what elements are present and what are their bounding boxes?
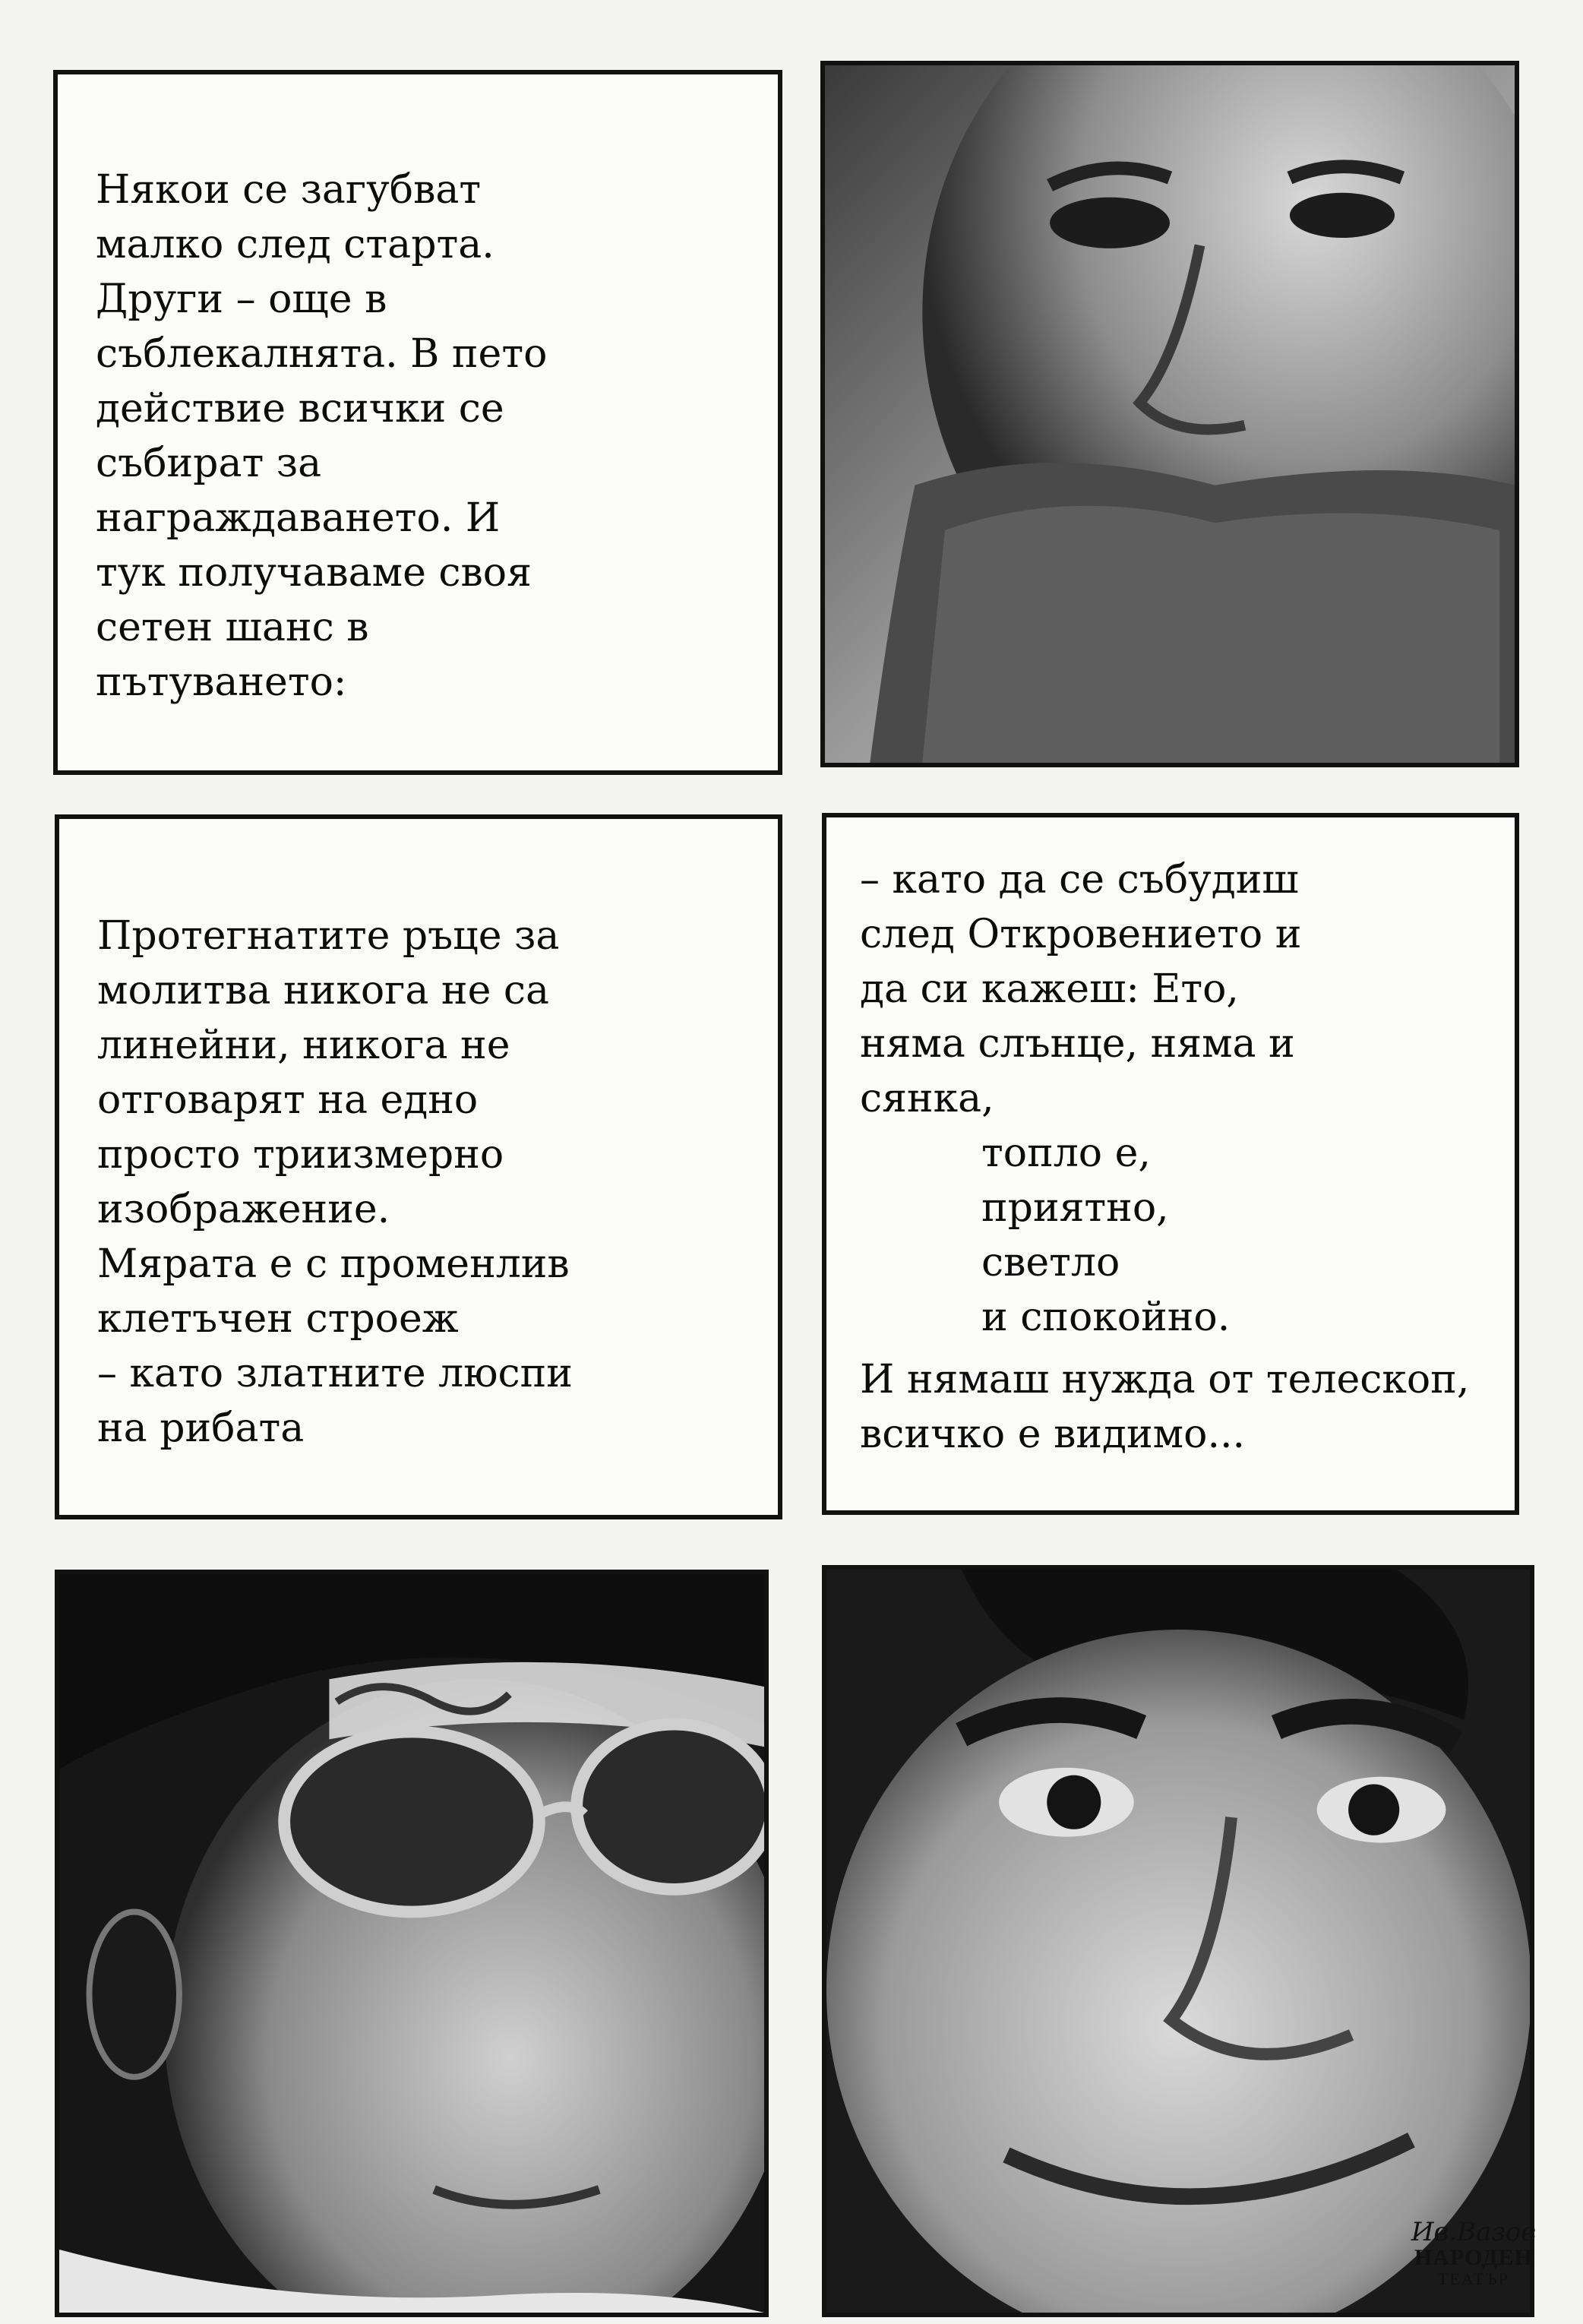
paragraph-start-of-journey: Някои се загубват малко след старта. Други – още в съблекалнята. В пето действие всички се събират за награждаването. И тук получаваме своя сетен шанс в пътуването: bbox=[96, 167, 548, 705]
national-theatre-logo bbox=[1405, 2218, 1542, 2302]
smiling-man-portrait-icon bbox=[826, 1570, 1530, 2313]
paragraph-waking-after-revelation: – като да се събудиш след Откровението и да си кажеш: Ето, няма слънце, няма и сянка, bbox=[860, 857, 1302, 1121]
paragraph-outstretched-hands: Протегнатите ръце за молитва никога не са линейни, никога не отговарят на едно просто триизмерно изображение. Мярата е с променлив клетъчен строеж – като златните люспи на рибата bbox=[97, 913, 573, 1451]
photo-top-right bbox=[820, 61, 1519, 767]
logo-signature: Ив.Вазов bbox=[1411, 2217, 1537, 2247]
photo-bottom-left bbox=[55, 1570, 769, 2317]
photo-bottom-right bbox=[822, 1565, 1534, 2317]
woman-with-sunglasses-portrait-icon bbox=[59, 1574, 764, 2313]
logo-line-2: ТЕАТЪР bbox=[1437, 2269, 1510, 2288]
text-panel-top-left bbox=[53, 70, 782, 775]
logo-line-1: НАРОДЕН bbox=[1414, 2245, 1533, 2270]
indented-line-3: светло bbox=[981, 1240, 1120, 1285]
indented-line-4: и спокойно. bbox=[981, 1295, 1231, 1340]
indented-line-1: топло е, bbox=[981, 1130, 1151, 1176]
text-panel-middle-right bbox=[822, 813, 1519, 1515]
bearded-man-portrait-icon bbox=[825, 65, 1515, 763]
paragraph-no-telescope: И нямаш нужда от телескоп, всичко е видимо... bbox=[860, 1357, 1470, 1457]
indented-line-2: приятно, bbox=[981, 1185, 1169, 1231]
text-panel-middle-left bbox=[55, 814, 782, 1519]
